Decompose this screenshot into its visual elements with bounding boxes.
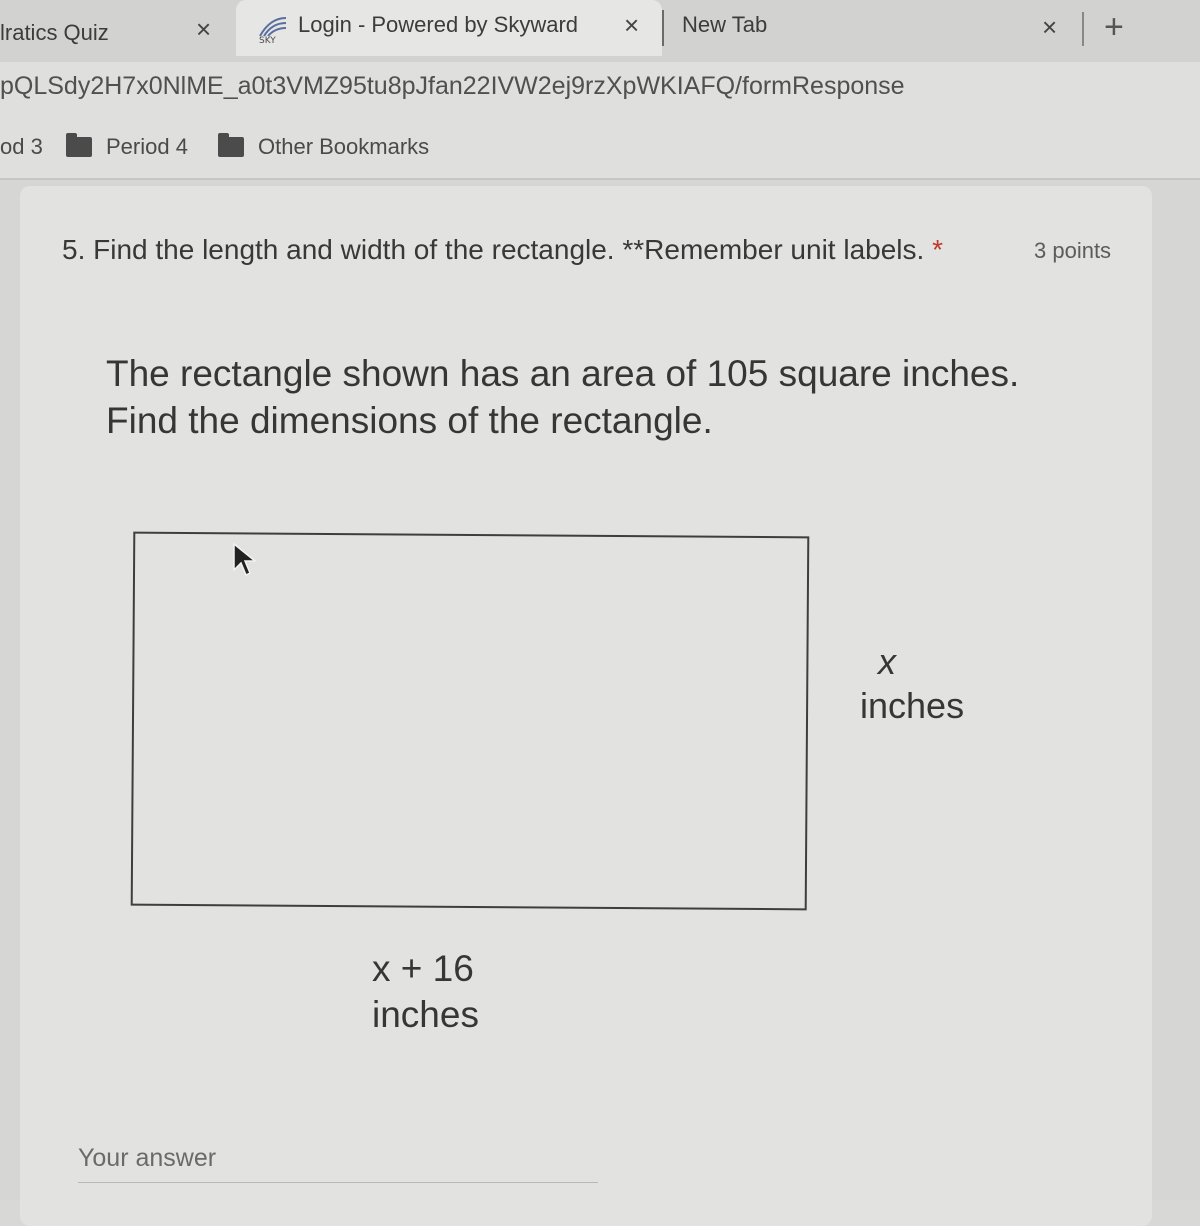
tab-new-tab-close-icon[interactable]: ×	[1042, 12, 1058, 42]
tab-skyward-login[interactable]	[236, 0, 662, 56]
url-text[interactable]: pQLSdy2H7x0NlME_a0t3VMZ95tu8pJfan22IVW2ej9rzXpWKIAFQ/formResponse	[0, 72, 905, 100]
tab-quiz[interactable]	[0, 0, 236, 56]
answer-underline	[78, 1182, 598, 1183]
question-title	[62, 234, 943, 266]
answer-input[interactable]: Your answer	[78, 1144, 217, 1172]
folder-icon	[218, 137, 244, 157]
bottom-label-expression: x + 16	[372, 948, 474, 989]
address-bar[interactable]	[0, 62, 1200, 120]
side-label-unit: inches	[860, 685, 965, 726]
svg-text:SKY: SKY	[259, 36, 276, 44]
tab-skyward-title: Login - Powered by Skyward	[298, 12, 579, 37]
points-label: 3 points	[1034, 238, 1112, 263]
tab-new-tab[interactable]	[666, 0, 1086, 56]
side-label-variable: x	[878, 641, 896, 682]
tab-new-tab-title: New Tab	[682, 12, 768, 37]
mouse-cursor-icon	[232, 542, 258, 578]
required-marker: *	[932, 234, 943, 265]
tab-divider	[662, 10, 664, 46]
tab-quiz-title: lratics Quiz	[0, 20, 109, 45]
skyward-icon	[256, 14, 290, 44]
tab-strip	[0, 0, 1200, 62]
bookmark-period-3[interactable]	[0, 134, 43, 160]
folder-icon	[66, 137, 92, 157]
bookmark-label: Other Bookmarks	[258, 134, 430, 159]
tab-skyward-close-icon[interactable]: ×	[624, 10, 640, 40]
bookmark-period-4[interactable]	[66, 134, 188, 160]
problem-statement	[106, 350, 1106, 444]
new-tab-plus-icon[interactable]: +	[1104, 8, 1124, 46]
bottom-label-unit: inches	[372, 994, 479, 1035]
bookmark-label: Period 4	[106, 134, 188, 159]
side-label	[860, 640, 964, 728]
tab-divider	[1082, 12, 1084, 46]
question-title-text: 5. Find the length and width of the rectangle. **Remember unit labels.	[62, 234, 925, 265]
problem-line: The rectangle shown has an area of 105 square inches.	[106, 353, 1020, 394]
bookmarks-bar	[0, 120, 1200, 180]
bookmark-other[interactable]	[218, 134, 429, 160]
rectangle-diagram	[131, 532, 810, 911]
question-card	[20, 186, 1152, 1226]
problem-line: Find the dimensions of the rectangle.	[106, 400, 713, 441]
tab-quiz-close-icon[interactable]: ×	[196, 14, 212, 44]
page-content	[0, 180, 1200, 1200]
bottom-label	[372, 946, 479, 1038]
bookmark-label: od 3	[0, 134, 43, 159]
